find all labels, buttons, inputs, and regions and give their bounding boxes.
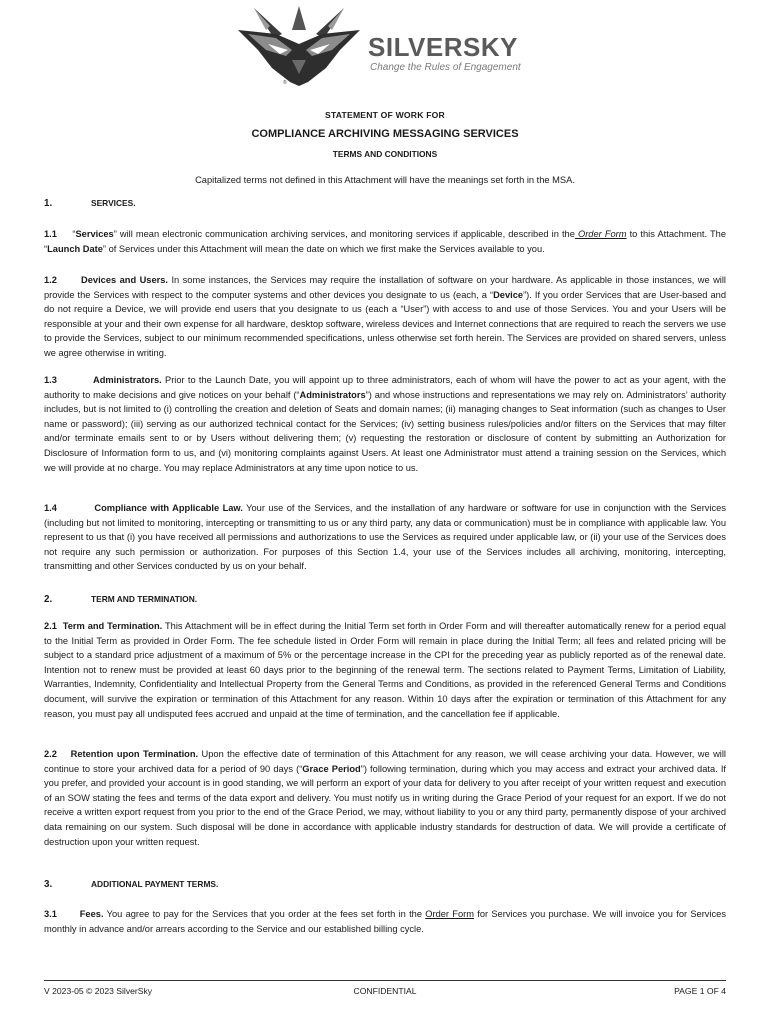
- section-title: TERM AND TERMINATION.: [91, 594, 198, 604]
- paragraph-2-2: [44, 747, 726, 849]
- paragraph-text: Your use of the Services, and the installation of any hardware or software for use in conjunction with the Services (including but not limited to monitoring, intercepting or transmitting to us or any third party, any data or communication) must be in compliance with applicable law. You represent to us that (i) you have received all permissions and authorizations to use the Services as required under applicable law, or (ii) your use of the Services does not require any such permission or authorization. For purposes of this Section 1.4, your use of the Services includes all archiving, monitoring, intercepting, transmitting and other Services conducted by us on your behalf.: [44, 503, 726, 572]
- section-number: 3.: [44, 879, 53, 890]
- paragraph-text: ”) following termination, during which you may access and extract your archived data. If you prefer, and provided your account is in good standing, we will perform an export of your data for delivery to you after receipt of your written request and execution of an SOW stating the fees and terms of the data export and delivery. You must notify us in writing during the Grace Period of your request for an export. If we do not receive a written export request from you prior to the end of the Grace Period, we may, without liability to you or any third party, permanently dispose of your archived data remaining on our system. Such disposal will be done in accordance with applicable industry standards for destruction of data. We will provide a certificate of destruction upon your written request.: [44, 763, 726, 847]
- document-title: COMPLIANCE ARCHIVING MESSAGING SERVICES: [251, 128, 519, 140]
- footer-version: V 2023-05 © 2023 SilverSky: [44, 986, 153, 996]
- paragraph-heading: Fees.: [79, 909, 104, 919]
- paragraph-number: 2.1: [44, 621, 57, 631]
- order-form-link[interactable]: Order Form: [425, 909, 474, 919]
- section-1-heading: [44, 198, 136, 209]
- intro-text: Capitalized terms not defined in this Attachment will have the meanings set forth in the MSA.: [195, 175, 575, 185]
- defined-term: Launch Date: [47, 243, 103, 254]
- paragraph-heading: Compliance with Applicable Law.: [94, 503, 243, 513]
- defined-term: Grace Period: [302, 763, 361, 774]
- paragraph-1-1: [44, 227, 726, 256]
- paragraph-number: 1.3: [44, 375, 57, 385]
- footer-page-number: PAGE 1 OF 4: [674, 986, 726, 996]
- paragraph-text: You agree to pay for the Services that you order at the fees set forth in the: [103, 909, 426, 919]
- paragraph-heading: Term and Termination.: [62, 621, 163, 631]
- section-number: 1.: [44, 198, 53, 209]
- paragraph-text: Prior to the Launch Date, you will appoint up to three administrators, each of whom will have the power to act as your agent, with the authority to make decisions and give notices on your behalf (“: [44, 375, 726, 400]
- paragraph-text: to this Attachment. The “: [44, 229, 727, 254]
- paragraph-text: ” of Services under this Attachment will mean the date on which we first make the Services available to you.: [102, 243, 545, 254]
- section-number: 2.: [44, 594, 53, 605]
- paragraph-number: 3.1: [44, 909, 57, 919]
- paragraph-heading: Devices and Users.: [81, 275, 168, 285]
- paragraph-heading: Administrators.: [93, 375, 162, 385]
- section-3-heading: [44, 879, 218, 890]
- paragraph-text: ”) and whose instructions and representations we may rely on. Administrators’ authority includes, but is not limited to (i) controlling the creation and deletion of Seats and domain names; (ii) managing changes to Seat information (such as changes to User name or password); (iii) serving as our authorized technical contact for the Services; (iv) setting business rules/policies and/or filters on the Services that may filter and/or terminate emails sent to or by Users without delivering them; (v) requesting the restoration or disclosure of content by submitting an Authorization for Disclosure of Information form to us, and (vi) monitoring complaints against Users. At least one Administrator must attend a training session on the Services, which we will provide at no charge. You may replace Administrators at any time upon notice to us.: [44, 389, 726, 473]
- terms-heading: TERMS AND CONDITIONS: [332, 149, 438, 159]
- paragraph-text: Upon the effective date of termination of this Attachment for any reason, we will cease archiving your data. However, we will continue to store your archived data for a period of 90 days (“: [44, 749, 726, 774]
- wolf-mascot-icon: [236, 4, 366, 90]
- paragraph-1-3: [44, 373, 726, 475]
- statement-heading: STATEMENT OF WORK FOR: [325, 110, 445, 120]
- paragraph-heading: Retention upon Termination.: [70, 749, 199, 759]
- defined-term: Services: [75, 229, 114, 239]
- paragraph-text: ” will mean electronic communication archiving services, and monitoring services if applicable, described in the: [113, 229, 575, 239]
- paragraph-number: 2.2: [44, 749, 57, 759]
- defined-term: Device: [493, 289, 524, 300]
- brand-name: SILVERSKY: [368, 32, 518, 62]
- paragraph-3-1: [44, 907, 726, 936]
- paragraph-text: for Services you purchase. We will invoice you for Services monthly in advance and/or arrears according to the Service and our established billing cycle.: [44, 909, 726, 934]
- section-2-heading: [44, 594, 197, 605]
- footer-confidential: CONFIDENTIAL: [353, 986, 417, 996]
- section-title: SERVICES.: [91, 198, 136, 208]
- order-form-link[interactable]: Order Form: [574, 229, 627, 239]
- paragraph-number: 1.4: [44, 503, 57, 513]
- paragraph-text: “: [72, 229, 76, 239]
- paragraph-number: 1.2: [44, 275, 57, 285]
- paragraph-1-4: [44, 501, 726, 574]
- paragraph-text: In some instances, the Services may require the installation of software on your hardware. As applicable in those instances, we will provide the Services with respect to the computer systems and other devices you designate to us (each, a “: [44, 275, 726, 300]
- paragraph-number: 1.1: [44, 229, 57, 239]
- trademark-symbol: ®: [283, 80, 287, 86]
- paragraph-1-2: [44, 273, 726, 361]
- silversky-logo: [236, 4, 536, 90]
- brand-tagline: Change the Rules of Engagement: [370, 62, 521, 73]
- paragraph-text: This Attachment will be in effect during the Initial Term set forth in Order Form and will thereafter automatically renew for a period equal to the Initial Term as provided in Order Form. The fee schedule listed in Order Form will remain in place during the Initial Term; all fees and related pricing will be subject to a standard price adjustment of a maximum of 5% or the percentage increase in the CPI for the preceding year as publicly reported as of the renewal date. Intention not to renew must be provided at least 60 days prior to the beginning of the renewal term. The sections related to Payment Terms, Limitation of Liability, Warranties, Indemnity, Confidentiality and Intellectual Property from the General Terms and Conditions, as provided in the referenced General Terms and Conditions document, will survive the expiration or termination of this Attachment for any reason. Within 10 days after the expiration or termination of this Attachment for any reason, you must pay all undisputed fees accrued and unpaid at the time of termination, and the cancellation fee if applicable.: [44, 621, 726, 719]
- paragraph-2-1: [44, 619, 726, 721]
- defined-term: Administrators: [299, 389, 366, 400]
- section-title: ADDITIONAL PAYMENT TERMS.: [91, 879, 219, 889]
- paragraph-text: ”). If you order Services that are User-based and do not require a Device, we will provide end users that you designate to us (each a “User”) with access to and use of those Services. You and your Users will be responsible at your and their own expense for all hardware, desktop software, wireless devices and Internet connections that are required to reach the servers we use to provide the Services, subject to our minimum recommended specifications, unless otherwise set forth herein. The Services are provided on shared servers, unless we agree otherwise in writing.: [44, 289, 726, 358]
- footer-divider: [44, 980, 726, 981]
